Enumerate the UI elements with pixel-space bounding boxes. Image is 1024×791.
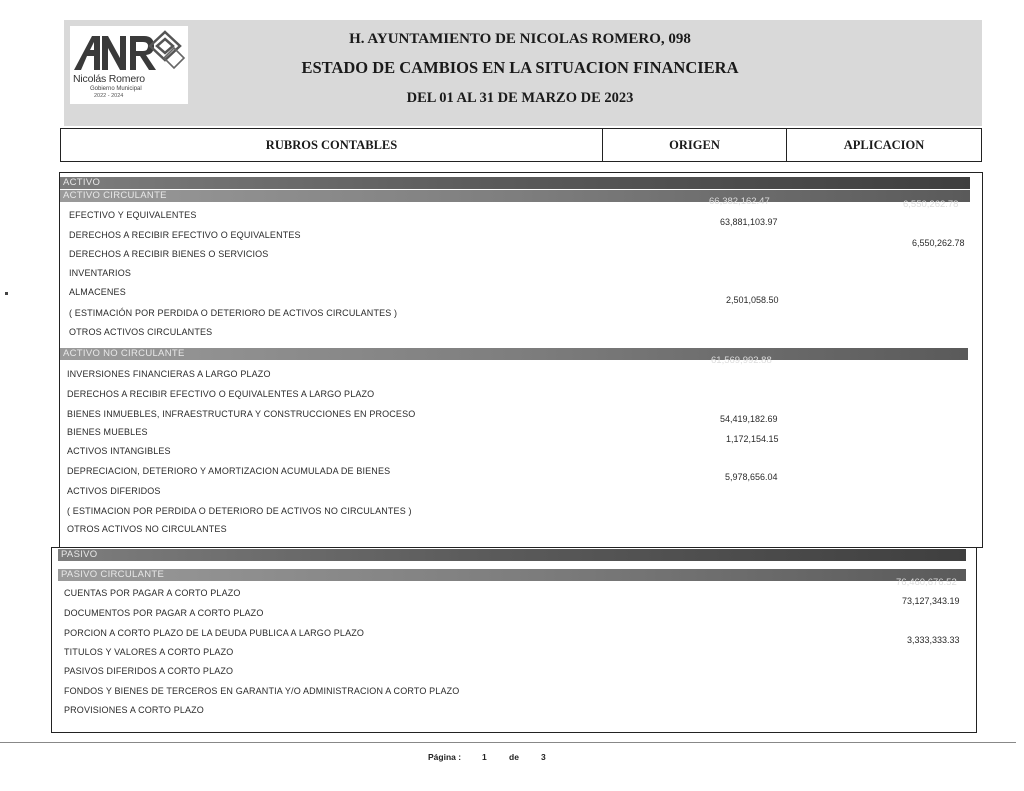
activo-no-circulante-bar (60, 348, 968, 360)
pasivo-circulante-bar (58, 569, 966, 581)
table-row: OTROS ACTIVOS NO CIRCULANTES (67, 524, 227, 534)
table-row: DERECHOS A RECIBIR BIENES O SERVICIOS (69, 249, 269, 259)
activo-circulante-origen-total: 66,382,162.47 (709, 196, 770, 207)
column-rubros: RUBROS CONTABLES (61, 129, 603, 161)
table-row: INVENTARIOS (69, 268, 131, 278)
pasivo-circulante-label: PASIVO CIRCULANTE (61, 569, 165, 580)
table-row: ( ESTIMACIÓN POR PERDIDA O DETERIORO DE ACTIVOS CIRCULANTES ) (69, 308, 398, 318)
column-header-row (60, 128, 982, 162)
page-label: Página : (428, 752, 462, 762)
table-row: ALMACENES (69, 287, 126, 297)
activo-circulante-aplicacion-total: 6,550,262.78 (903, 199, 959, 210)
table-cell-aplicacion: 6,550,262.78 (912, 238, 965, 248)
table-row: PASIVOS DIFERIDOS A CORTO PLAZO (64, 666, 234, 676)
table-row: PORCION A CORTO PLAZO DE LA DEUDA PUBLICA A LARGO PLAZO (64, 628, 365, 638)
activo-no-circulante-origen-total: 61,569,992.88 (711, 355, 772, 366)
logo-name: Nicolás Romero (73, 73, 145, 85)
page-total: 3 (541, 752, 546, 762)
logo-graphic (70, 26, 188, 104)
logo-years: 2022 - 2024 (94, 93, 124, 99)
activo-bar (60, 177, 970, 189)
table-row: EFECTIVO Y EQUIVALENTES (69, 210, 197, 220)
table-row: PROVISIONES A CORTO PLAZO (64, 705, 204, 715)
table-cell-origen: 1,172,154.15 (726, 434, 779, 444)
page-of-label: de (509, 752, 519, 762)
report-title: ESTADO DE CAMBIOS EN LA SITUACION FINANCIERA (301, 58, 739, 77)
table-row: DERECHOS A RECIBIR EFECTIVO O EQUIVALENTES A LARGO PLAZO (67, 389, 375, 399)
table-row: TITULOS Y VALORES A CORTO PLAZO (64, 647, 234, 657)
pasivo-label: PASIVO (61, 549, 98, 560)
table-cell-aplicacion: 3,333,333.33 (907, 635, 960, 645)
entity-title: H. AYUNTAMIENTO DE NICOLAS ROMERO, 098 (349, 31, 691, 47)
page-number: 1 (482, 752, 487, 762)
table-cell-origen: 63,881,103.97 (720, 217, 778, 227)
municipal-logo (70, 26, 188, 104)
table-cell-origen: 5,978,656.04 (725, 472, 778, 482)
column-aplicacion: APLICACION (843, 137, 925, 152)
margin-mark (5, 292, 8, 295)
table-row: INVERSIONES FINANCIERAS A LARGO PLAZO (67, 369, 271, 379)
activo-section (59, 172, 983, 548)
footer-divider (0, 742, 1016, 743)
pasivo-circulante-aplicacion-total: 76,460,676.52 (896, 577, 957, 588)
column-origen: ORIGEN (603, 129, 787, 161)
activo-no-circulante-label: ACTIVO NO CIRCULANTE (63, 348, 185, 359)
table-row: DOCUMENTOS POR PAGAR A CORTO PLAZO (64, 608, 264, 618)
table-row: FONDOS Y BIENES DE TERCEROS EN GARANTIA Y/O ADMINISTRACION A CORTO PLAZO (64, 686, 460, 696)
activo-circulante-bar (60, 190, 970, 202)
table-row: ( ESTIMACION POR PERDIDA O DETERIORO DE ACTIVOS NO CIRCULANTES ) (67, 506, 412, 516)
logo-subtitle: Gobierno Municipal (90, 86, 142, 92)
table-row: OTROS ACTIVOS CIRCULANTES (69, 327, 213, 337)
table-cell-origen: 2,501,058.50 (726, 295, 779, 305)
table-row: CUENTAS POR PAGAR A CORTO PLAZO (64, 588, 241, 598)
table-row: BIENES INMUEBLES, INFRAESTRUCTURA Y CONSTRUCCIONES EN PROCESO (67, 409, 416, 419)
pasivo-bar (58, 549, 966, 561)
activo-circulante-label: ACTIVO CIRCULANTE (63, 190, 167, 201)
table-row: DERECHOS A RECIBIR EFECTIVO O EQUIVALENTES (69, 230, 301, 240)
period-title: DEL 01 AL 31 DE MARZO DE 2023 (406, 90, 634, 106)
activo-label: ACTIVO (63, 177, 101, 188)
table-cell-origen: 54,419,182.69 (720, 414, 778, 424)
table-row: ACTIVOS DIFERIDOS (67, 486, 161, 496)
table-row: DEPRECIACION, DETERIORO Y AMORTIZACION ACUMULADA DE BIENES (67, 466, 391, 476)
table-cell-aplicacion: 73,127,343.19 (902, 596, 960, 606)
table-row: ACTIVOS INTANGIBLES (67, 446, 171, 456)
table-row: BIENES MUEBLES (67, 427, 148, 437)
